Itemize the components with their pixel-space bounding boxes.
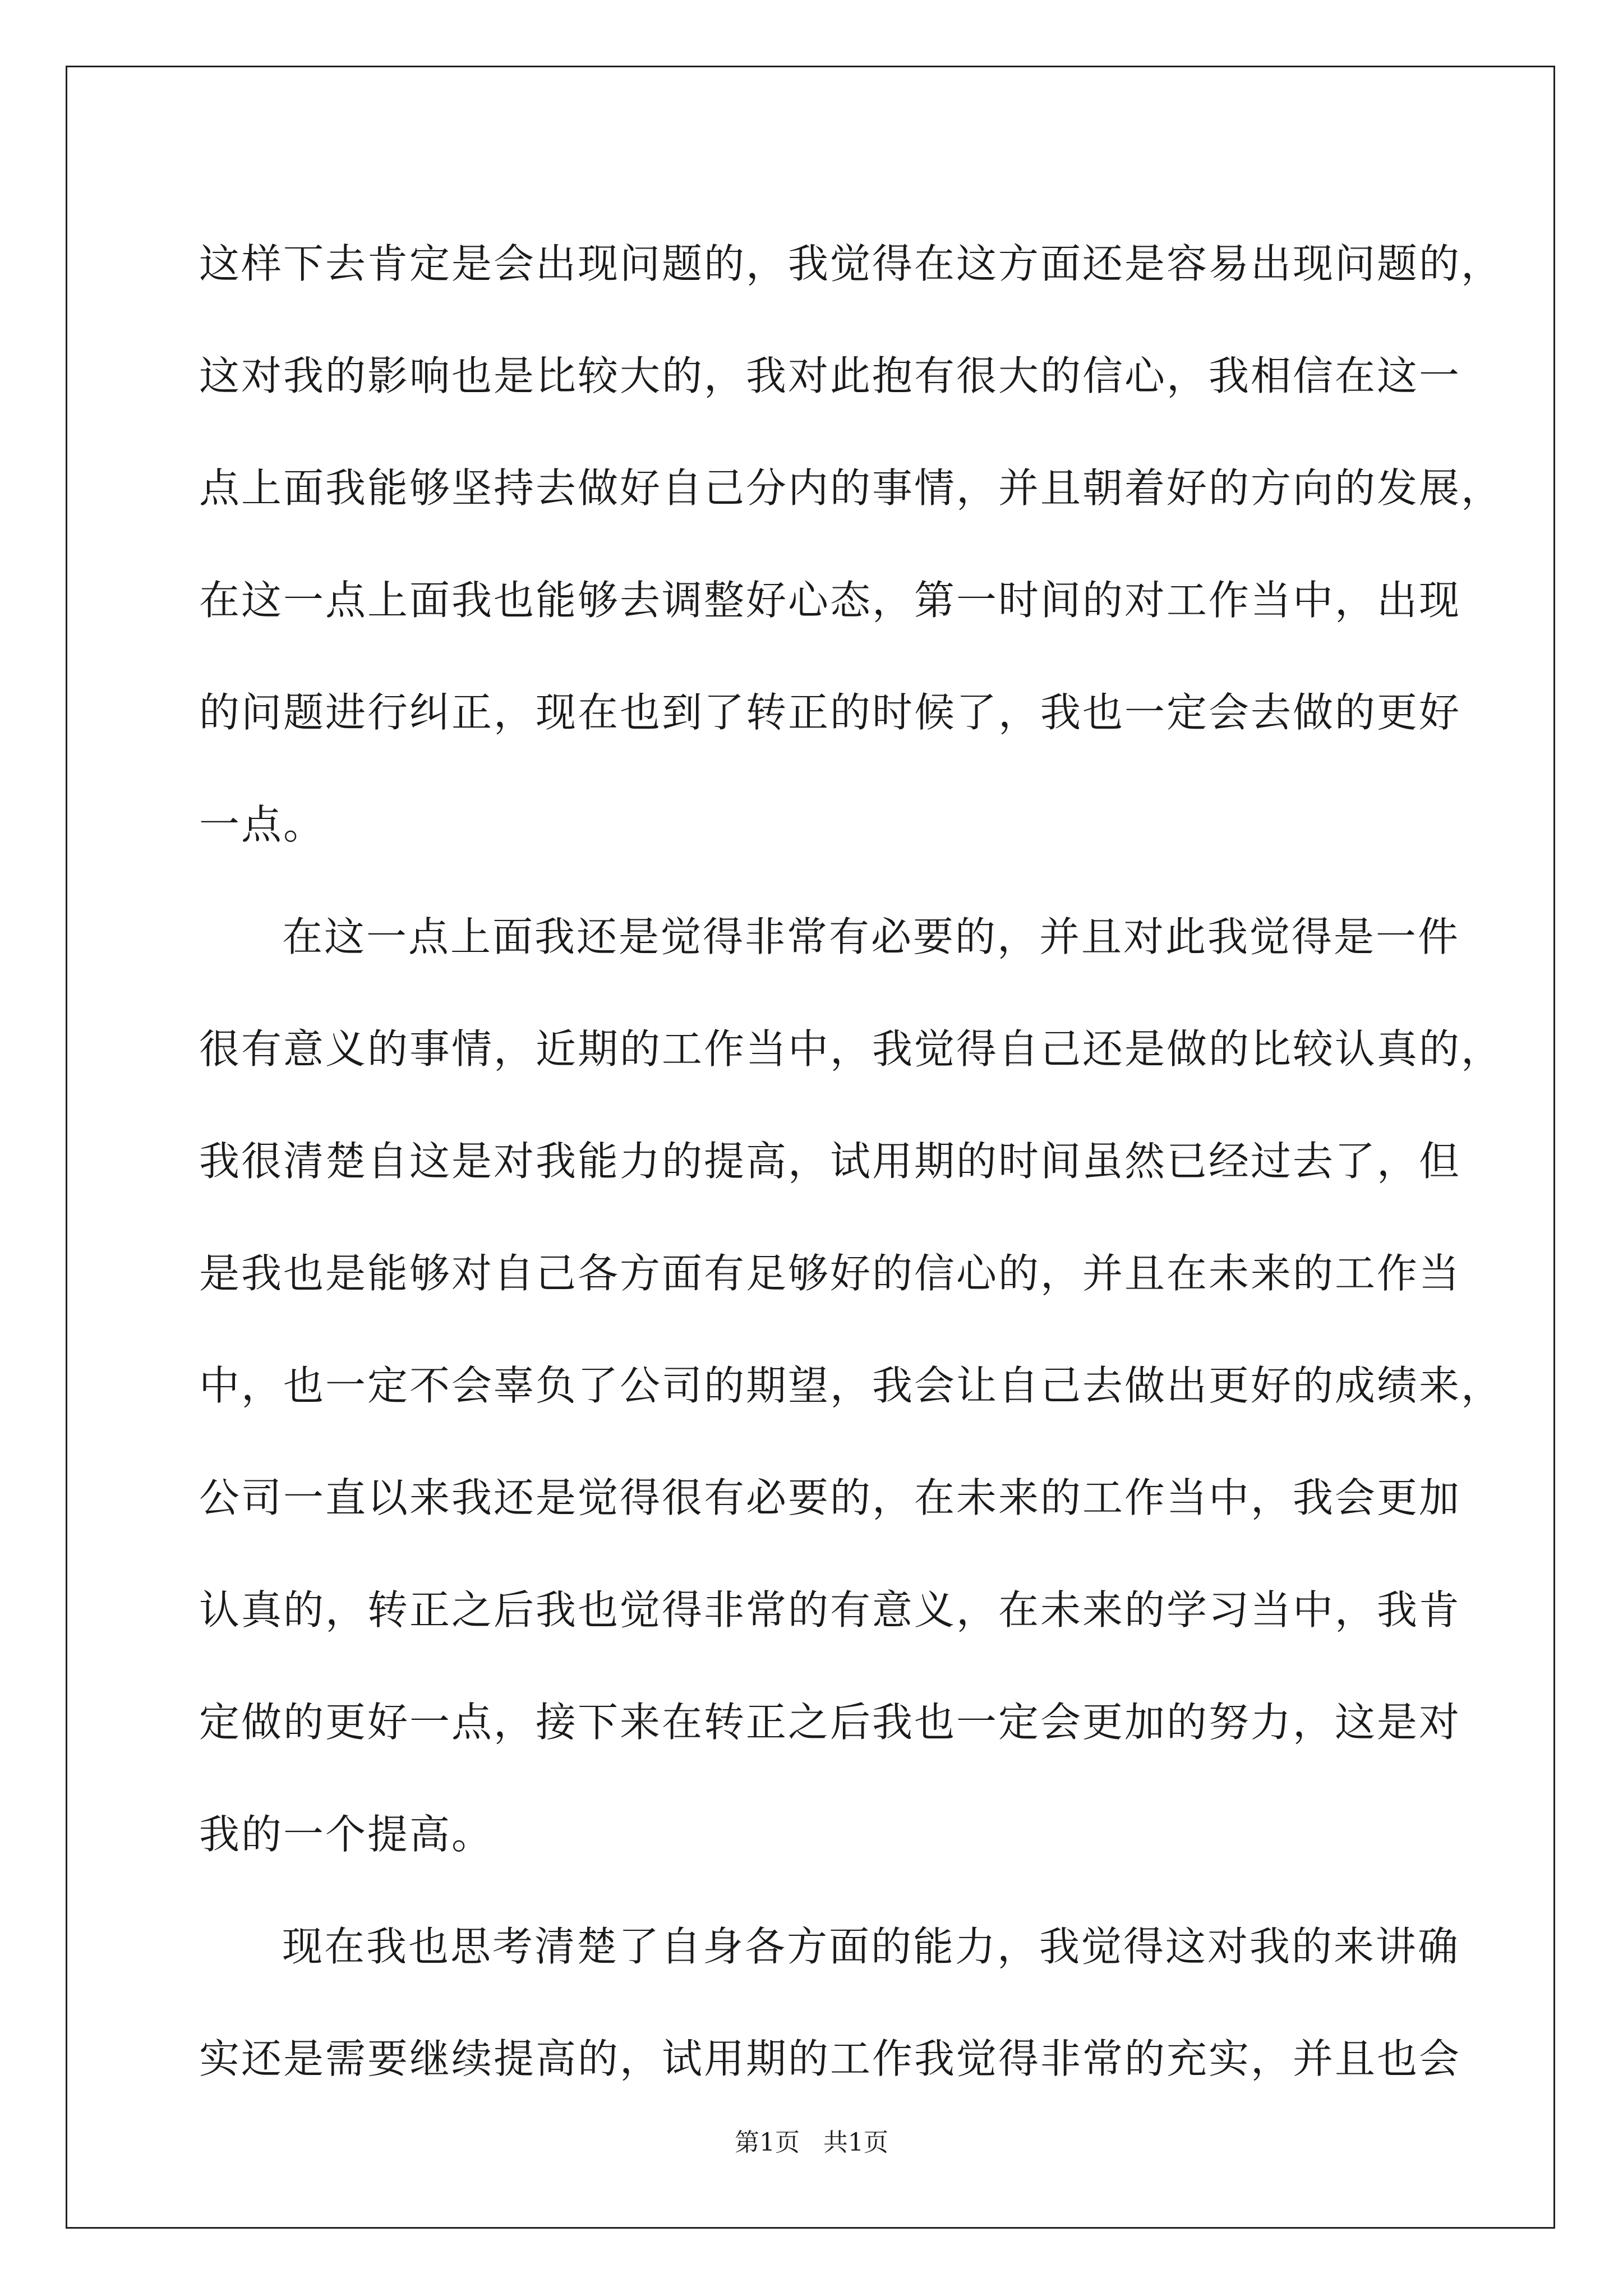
text-line-12: 公司一直以来我还是觉得很有必要的，在未来的工作当中，我会更加	[199, 1474, 1461, 1521]
text-line-10: 是我也是能够对自己各方面有足够好的信心的，并且在未来的工作当	[199, 1250, 1461, 1297]
page-number-label: 第1页	[735, 2128, 800, 2157]
footer-separator	[800, 2128, 823, 2157]
text-line-16: 现在我也思考清楚了自身各方面的能力，我觉得这对我的来讲确	[282, 1923, 1460, 1970]
text-line-9: 我很清楚自这是对我能力的提高，试用期的时间虽然已经过去了，但	[199, 1138, 1461, 1185]
document-body	[199, 208, 1504, 2115]
text-line-2: 这对我的影响也是比较大的，我对此抱有很大的信心，我相信在这一	[199, 352, 1461, 399]
text-line-17: 实还是需要继续提高的，试用期的工作我觉得非常的充实，并且也会	[199, 2035, 1461, 2082]
text-line-3: 点上面我能够坚持去做好自己分内的事情，并且朝着好的方向的发展，	[199, 464, 1504, 512]
text-line-5: 的问题进行纠正，现在也到了转正的时候了，我也一定会去做的更好	[199, 689, 1461, 736]
total-pages-label: 共1页	[823, 2128, 888, 2157]
text-line-15: 我的一个提高。	[199, 1811, 494, 1858]
text-line-7: 在这一点上面我还是觉得非常有必要的，并且对此我觉得是一件	[282, 913, 1460, 960]
text-line-14: 定做的更好一点，接下来在转正之后我也一定会更加的努力，这是对	[199, 1699, 1461, 1746]
text-line-4: 在这一点上面我也能够去调整好心态，第一时间的对工作当中，出现	[199, 577, 1461, 624]
text-line-13: 认真的，转正之后我也觉得非常的有意义，在未来的学习当中，我肯	[199, 1586, 1461, 1634]
page-footer	[0, 2126, 1623, 2160]
text-line-8: 很有意义的事情，近期的工作当中，我觉得自己还是做的比较认真的，	[199, 1025, 1504, 1073]
text-line-6: 一点。	[199, 801, 326, 848]
text-line-11: 中，也一定不会辜负了公司的期望，我会让自己去做出更好的成绩来，	[199, 1362, 1504, 1409]
text-line-1: 这样下去肯定是会出现问题的，我觉得在这方面还是容易出现问题的，	[199, 240, 1504, 287]
